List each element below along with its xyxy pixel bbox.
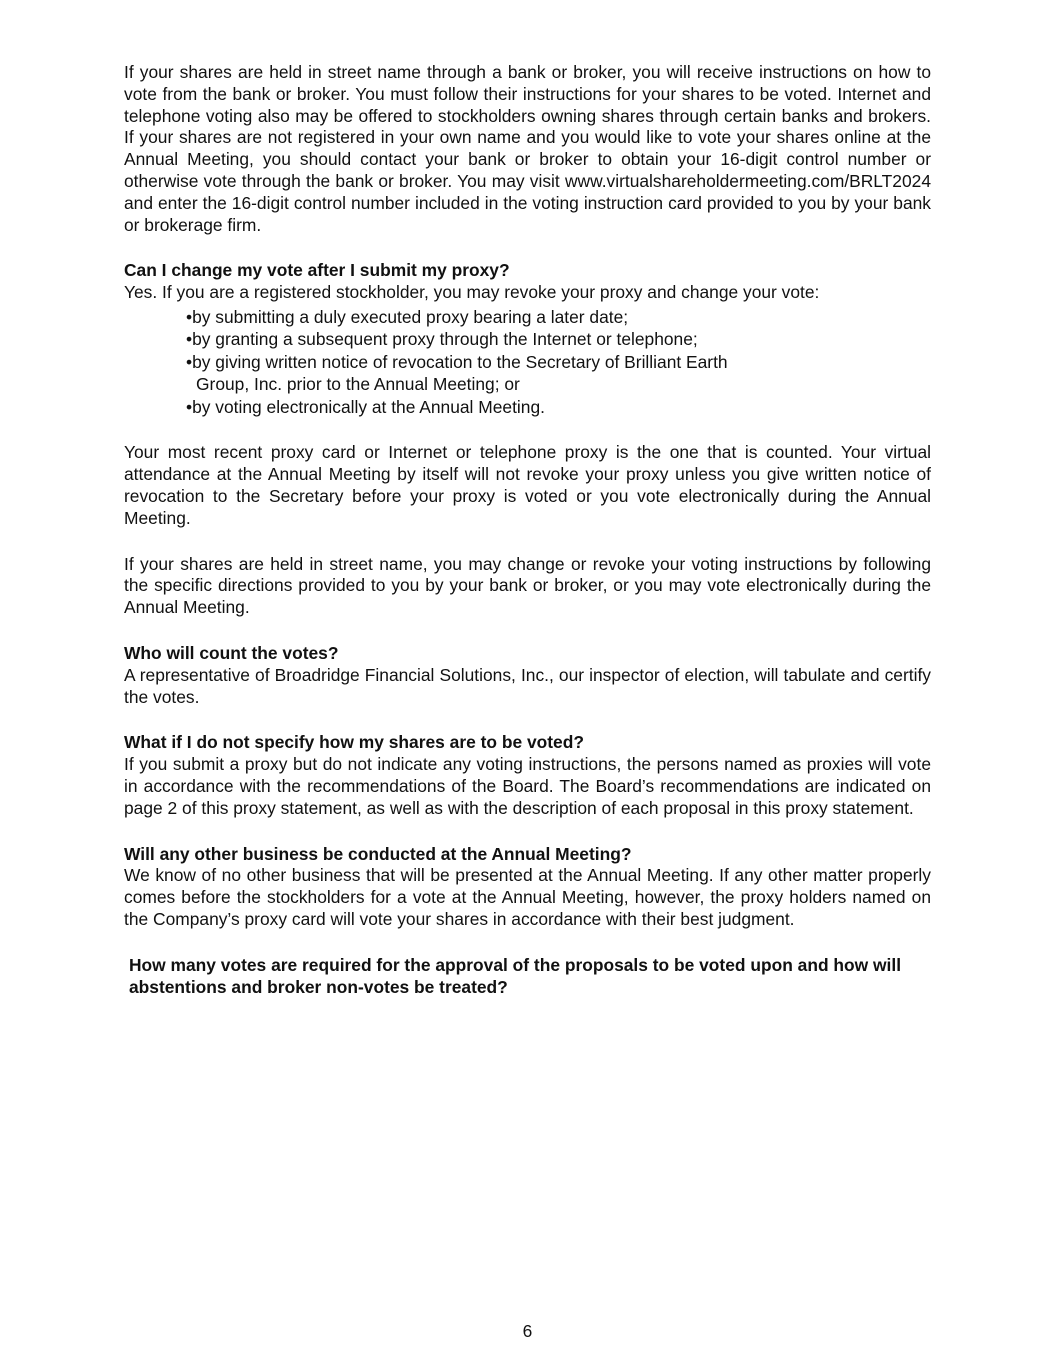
spacer — [124, 530, 931, 554]
intro-paragraph: If your shares are held in street name through a bank or broker, you will receive instructions on how to vote from the bank or broker. You must follow their instructions for your shares to be voted. Internet and telephone voting also may be offered to stockholders owning shares through certain banks and brokers. If your shares are not registered in your own name and you would like to vote your shares online at the Annual Meeting, you should contact your bank or broker to obtain your 16-digit control number or otherwise vote through the bank or broker. You may visit www.virtualshareholdermeeting.com/BRLT2024 and enter the 16-digit control number included in the voting instruction card provided to you by your bank or brokerage firm. — [124, 62, 931, 235]
change-vote-heading: Can I change my vote after I submit my proxy? — [124, 260, 510, 281]
change-vote-lead: Yes. If you are a registered stockholder, you may revoke your proxy and change your vote: — [124, 282, 820, 303]
list-item: •by giving written notice of revocation to the Secretary of Brilliant Earth — [186, 351, 728, 372]
page-number: 6 — [522, 1321, 533, 1341]
list-item-continuation-text: Group, Inc. prior to the Annual Meeting; or — [196, 374, 520, 395]
unspecified-heading: What if I do not specify how my shares are to be voted? — [124, 732, 584, 753]
count-votes-body: A representative of Broadridge Financial Solutions, Inc., our inspector of election, will tabulate and certify the votes. — [124, 664, 931, 707]
spacer — [124, 820, 931, 844]
spacer — [124, 931, 931, 955]
votes-required-heading: How many votes are required for the approval of the proposals to be voted upon and how will abstentions and broker non-votes be treated? — [129, 954, 902, 997]
count-votes-heading: Who will count the votes? — [124, 643, 339, 664]
list-item: •by submitting a duly executed proxy bearing a later date; — [186, 306, 629, 327]
list-item-continuation — [186, 373, 931, 396]
spacer — [124, 418, 931, 442]
change-vote-paragraph-2: If your shares are held in street name, you may change or revoke your voting instructions by following the specific directions provided to you by your bank or broker, or you may vote electronically during the Annual Meeting. — [124, 553, 931, 618]
spacer — [124, 708, 931, 732]
unspecified-body: If you submit a proxy but do not indicate any voting instructions, the persons named as proxies will vote in accordance with the recommendations of the Board. The Board’s recommendations are indicated on page 2 of this proxy statement, as well as with the description of each proposal in this proxy statement. — [124, 754, 931, 818]
change-vote-paragraph-1: Your most recent proxy card or Internet or telephone proxy is the one that is counted. Your virtual attendance at the Annual Meeting by itself will not revoke your proxy unless you give written notice of revocation to the Secretary before your proxy is voted or you vote electronically during the Annual Meeting. — [124, 442, 931, 528]
revocation-methods-list — [186, 306, 931, 419]
other-business-heading: Will any other business be conducted at the Annual Meeting? — [124, 843, 632, 864]
document-page — [124, 62, 931, 998]
spacer — [124, 236, 931, 260]
list-item: •by voting electronically at the Annual Meeting. — [186, 396, 545, 417]
other-business-body: We know of no other business that will be presented at the Annual Meeting. If any other matter properly comes before the stockholders for a vote at the Annual Meeting, however, the proxy holders named on the Company’s proxy card will vote your shares in accordance with their best judgment. — [124, 865, 931, 930]
list-item: •by granting a subsequent proxy through the Internet or telephone; — [186, 329, 698, 350]
spacer — [124, 619, 931, 643]
